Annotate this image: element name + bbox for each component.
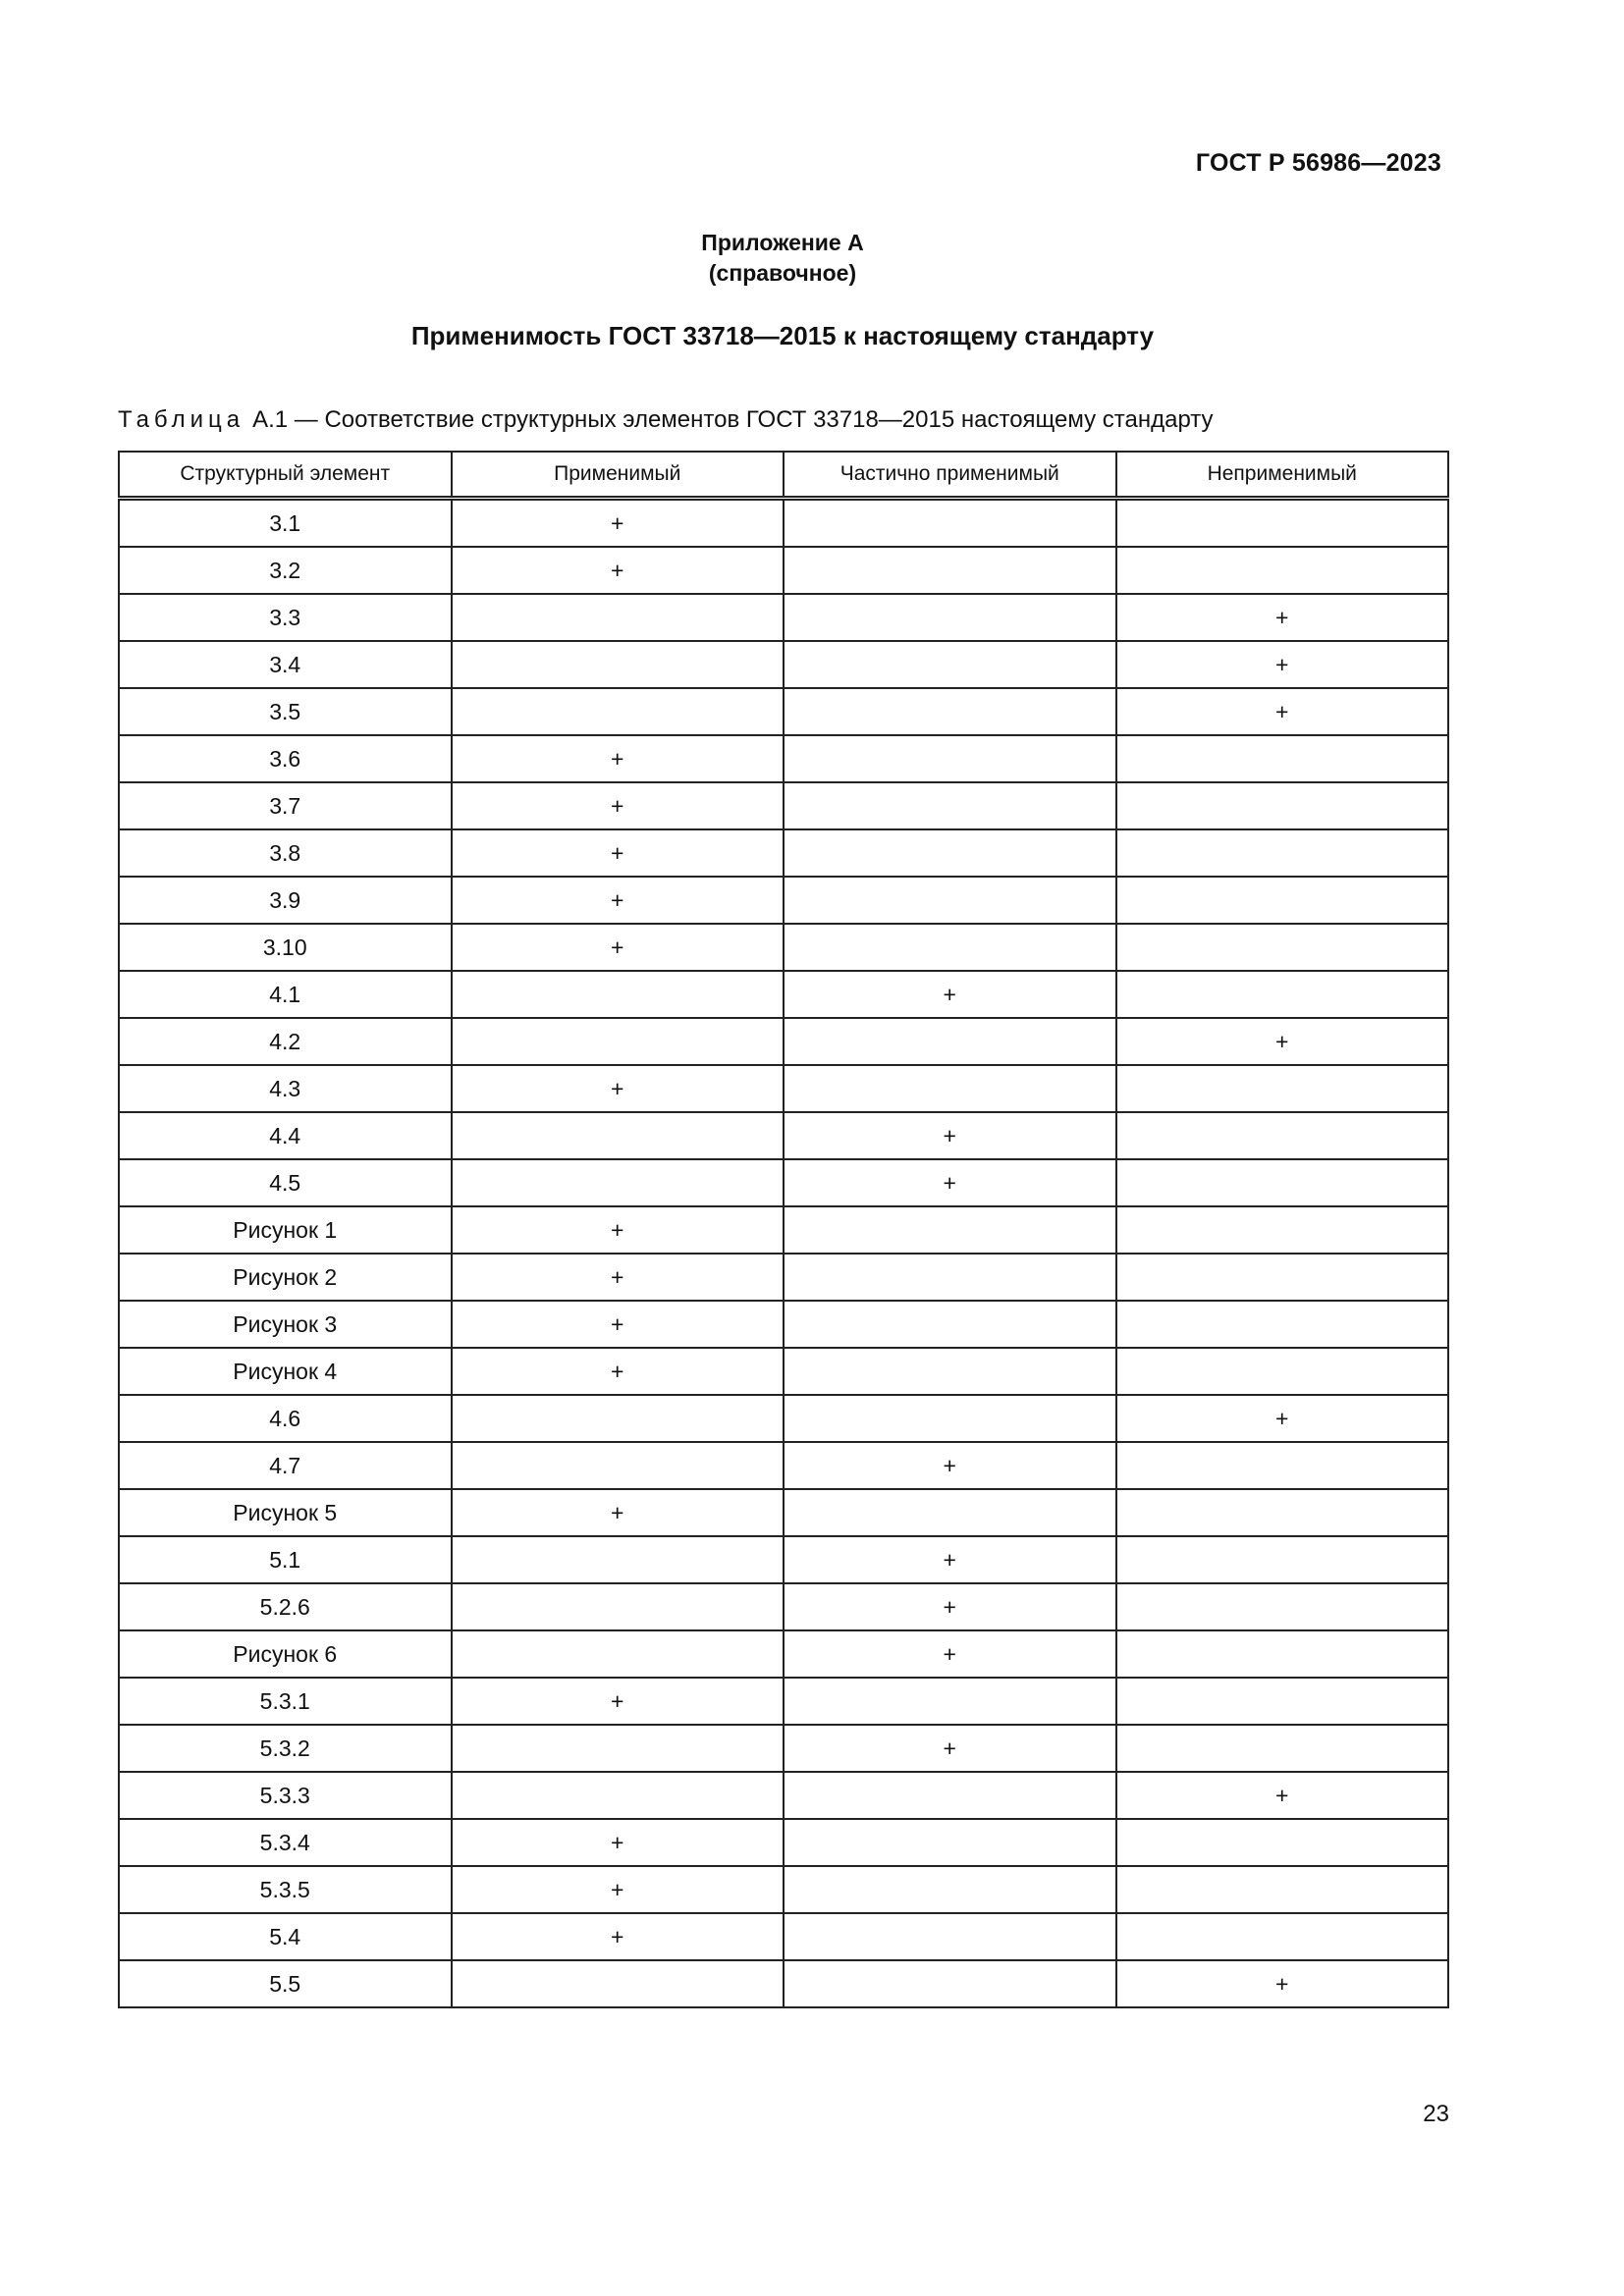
table-row [119, 547, 1448, 594]
cell-element: Рисунок 5 [119, 1489, 452, 1536]
table-row [119, 1725, 1448, 1772]
cell-element: 3.8 [119, 829, 452, 877]
cell-partially-applicable: + [784, 971, 1116, 1018]
cell-not-applicable [1116, 877, 1449, 924]
table-row [119, 782, 1448, 829]
table-row [119, 594, 1448, 641]
appendix-label: Приложение А [701, 230, 864, 255]
cell-not-applicable [1116, 1301, 1449, 1348]
cell-element: 5.4 [119, 1913, 452, 1960]
cell-element: 3.10 [119, 924, 452, 971]
table-caption-prefix: Таблица [118, 406, 245, 433]
column-header-applicable: Применимый [452, 452, 785, 499]
table-row [119, 1395, 1448, 1442]
standard-code: ГОСТ Р 56986—2023 [1195, 149, 1441, 177]
cell-not-applicable [1116, 1348, 1449, 1395]
cell-partially-applicable [784, 1819, 1116, 1866]
table-row [119, 1772, 1448, 1819]
cell-not-applicable [1116, 1913, 1449, 1960]
cell-partially-applicable [784, 829, 1116, 877]
cell-applicable [452, 688, 785, 735]
cell-element: 5.3.4 [119, 1819, 452, 1866]
cell-not-applicable [1116, 1206, 1449, 1254]
table-row [119, 1112, 1448, 1159]
cell-applicable [452, 641, 785, 688]
cell-element: Рисунок 6 [119, 1630, 452, 1678]
table-row [119, 924, 1448, 971]
cell-element: 5.1 [119, 1536, 452, 1583]
cell-not-applicable: + [1116, 594, 1449, 641]
cell-applicable: + [452, 499, 785, 548]
cell-applicable: + [452, 1206, 785, 1254]
table-row [119, 1866, 1448, 1913]
cell-partially-applicable: + [784, 1536, 1116, 1583]
table-row [119, 1442, 1448, 1489]
cell-partially-applicable [784, 688, 1116, 735]
cell-element: 3.5 [119, 688, 452, 735]
appendix-kind: (справочное) [708, 260, 857, 286]
cell-element: 4.5 [119, 1159, 452, 1206]
cell-not-applicable [1116, 1725, 1449, 1772]
cell-applicable [452, 1159, 785, 1206]
cell-partially-applicable [784, 1395, 1116, 1442]
cell-applicable: + [452, 829, 785, 877]
cell-element: 4.4 [119, 1112, 452, 1159]
table-body [119, 499, 1448, 2008]
cell-not-applicable [1116, 1254, 1449, 1301]
cell-element: Рисунок 3 [119, 1301, 452, 1348]
cell-partially-applicable [784, 1866, 1116, 1913]
cell-applicable: + [452, 735, 785, 782]
table-caption-text: А.1 — Соответствие структурных элементов ГОСТ 33718—2015 настоящему стандарту [252, 406, 1214, 433]
cell-not-applicable [1116, 924, 1449, 971]
applicability-table [118, 451, 1449, 2008]
cell-element: 4.6 [119, 1395, 452, 1442]
cell-partially-applicable [784, 1678, 1116, 1725]
table-row [119, 1254, 1448, 1301]
page-title: Применимость ГОСТ 33718—2015 к настоящему стандарту [410, 321, 1155, 350]
cell-applicable [452, 1536, 785, 1583]
cell-element: 4.7 [119, 1442, 452, 1489]
cell-applicable [452, 1395, 785, 1442]
table-row [119, 1960, 1448, 2007]
cell-element: 5.2.6 [119, 1583, 452, 1630]
table-caption [118, 406, 1214, 434]
table-row [119, 1913, 1448, 1960]
cell-applicable [452, 594, 785, 641]
table-row [119, 877, 1448, 924]
cell-not-applicable [1116, 735, 1449, 782]
cell-not-applicable: + [1116, 688, 1449, 735]
table-row [119, 688, 1448, 735]
cell-element: Рисунок 2 [119, 1254, 452, 1301]
cell-partially-applicable [784, 735, 1116, 782]
cell-not-applicable [1116, 1630, 1449, 1678]
cell-applicable [452, 1018, 785, 1065]
cell-not-applicable: + [1116, 1960, 1449, 2007]
table-row [119, 1301, 1448, 1348]
cell-not-applicable: + [1116, 1772, 1449, 1819]
cell-applicable: + [452, 1065, 785, 1112]
cell-partially-applicable [784, 594, 1116, 641]
cell-not-applicable [1116, 829, 1449, 877]
cell-partially-applicable: + [784, 1112, 1116, 1159]
cell-element: 4.2 [119, 1018, 452, 1065]
cell-partially-applicable: + [784, 1583, 1116, 1630]
cell-partially-applicable [784, 641, 1116, 688]
table-row [119, 1536, 1448, 1583]
table-header-row [119, 452, 1448, 499]
cell-not-applicable: + [1116, 1018, 1449, 1065]
cell-not-applicable [1116, 1489, 1449, 1536]
cell-applicable: + [452, 1678, 785, 1725]
column-header-not-applicable: Неприменимый [1116, 452, 1449, 499]
cell-applicable: + [452, 547, 785, 594]
table-row [119, 1819, 1448, 1866]
cell-applicable: + [452, 877, 785, 924]
table-row [119, 735, 1448, 782]
cell-element: 5.3.3 [119, 1772, 452, 1819]
cell-partially-applicable [784, 1913, 1116, 1960]
cell-partially-applicable [784, 499, 1116, 548]
cell-element: 5.3.1 [119, 1678, 452, 1725]
table-row [119, 641, 1448, 688]
cell-partially-applicable [784, 1254, 1116, 1301]
cell-not-applicable [1116, 1819, 1449, 1866]
cell-applicable: + [452, 1254, 785, 1301]
cell-partially-applicable [784, 1065, 1116, 1112]
cell-element: 5.3.2 [119, 1725, 452, 1772]
cell-applicable: + [452, 924, 785, 971]
page-number: 23 [1423, 2101, 1449, 2127]
cell-partially-applicable [784, 877, 1116, 924]
cell-partially-applicable: + [784, 1630, 1116, 1678]
table-row [119, 1206, 1448, 1254]
table-row [119, 499, 1448, 548]
table-row [119, 829, 1448, 877]
cell-element: 3.7 [119, 782, 452, 829]
cell-applicable [452, 971, 785, 1018]
cell-not-applicable [1116, 547, 1449, 594]
table-row [119, 1159, 1448, 1206]
cell-element: 4.3 [119, 1065, 452, 1112]
cell-not-applicable [1116, 1112, 1449, 1159]
table-row [119, 1489, 1448, 1536]
cell-partially-applicable [784, 1301, 1116, 1348]
table-row [119, 1630, 1448, 1678]
cell-not-applicable [1116, 499, 1449, 548]
cell-partially-applicable [784, 547, 1116, 594]
cell-applicable: + [452, 782, 785, 829]
cell-element: Рисунок 4 [119, 1348, 452, 1395]
cell-partially-applicable [784, 1206, 1116, 1254]
table-row [119, 1583, 1448, 1630]
table-row [119, 1065, 1448, 1112]
cell-partially-applicable [784, 1348, 1116, 1395]
cell-not-applicable [1116, 1159, 1449, 1206]
cell-applicable: + [452, 1489, 785, 1536]
cell-applicable [452, 1772, 785, 1819]
cell-applicable [452, 1442, 785, 1489]
cell-element: Рисунок 1 [119, 1206, 452, 1254]
table-row [119, 1678, 1448, 1725]
cell-applicable: + [452, 1819, 785, 1866]
cell-element: 3.1 [119, 499, 452, 548]
cell-not-applicable: + [1116, 641, 1449, 688]
column-header-partially-applicable: Частично применимый [784, 452, 1116, 499]
cell-not-applicable: + [1116, 1395, 1449, 1442]
cell-applicable: + [452, 1301, 785, 1348]
table-row [119, 1348, 1448, 1395]
cell-partially-applicable: + [784, 1159, 1116, 1206]
cell-not-applicable [1116, 1536, 1449, 1583]
cell-applicable [452, 1960, 785, 2007]
cell-partially-applicable [784, 1018, 1116, 1065]
cell-not-applicable [1116, 1065, 1449, 1112]
cell-partially-applicable: + [784, 1725, 1116, 1772]
cell-partially-applicable [784, 782, 1116, 829]
cell-element: 5.5 [119, 1960, 452, 2007]
cell-not-applicable [1116, 1678, 1449, 1725]
cell-partially-applicable [784, 924, 1116, 971]
table-row [119, 971, 1448, 1018]
cell-not-applicable [1116, 1442, 1449, 1489]
cell-partially-applicable [784, 1772, 1116, 1819]
column-header-element: Структурный элемент [119, 452, 452, 499]
cell-element: 4.1 [119, 971, 452, 1018]
cell-not-applicable [1116, 1583, 1449, 1630]
cell-element: 3.4 [119, 641, 452, 688]
cell-not-applicable [1116, 1866, 1449, 1913]
cell-element: 3.9 [119, 877, 452, 924]
cell-applicable: + [452, 1866, 785, 1913]
cell-partially-applicable: + [784, 1442, 1116, 1489]
cell-applicable [452, 1583, 785, 1630]
cell-element: 3.6 [119, 735, 452, 782]
table-row [119, 1018, 1448, 1065]
cell-applicable [452, 1725, 785, 1772]
cell-not-applicable [1116, 782, 1449, 829]
cell-element: 5.3.5 [119, 1866, 452, 1913]
cell-not-applicable [1116, 971, 1449, 1018]
cell-applicable: + [452, 1348, 785, 1395]
cell-element: 3.3 [119, 594, 452, 641]
cell-applicable [452, 1112, 785, 1159]
appendix-heading [0, 228, 1565, 289]
cell-partially-applicable [784, 1489, 1116, 1536]
cell-element: 3.2 [119, 547, 452, 594]
cell-partially-applicable [784, 1960, 1116, 2007]
cell-applicable: + [452, 1913, 785, 1960]
cell-applicable [452, 1630, 785, 1678]
